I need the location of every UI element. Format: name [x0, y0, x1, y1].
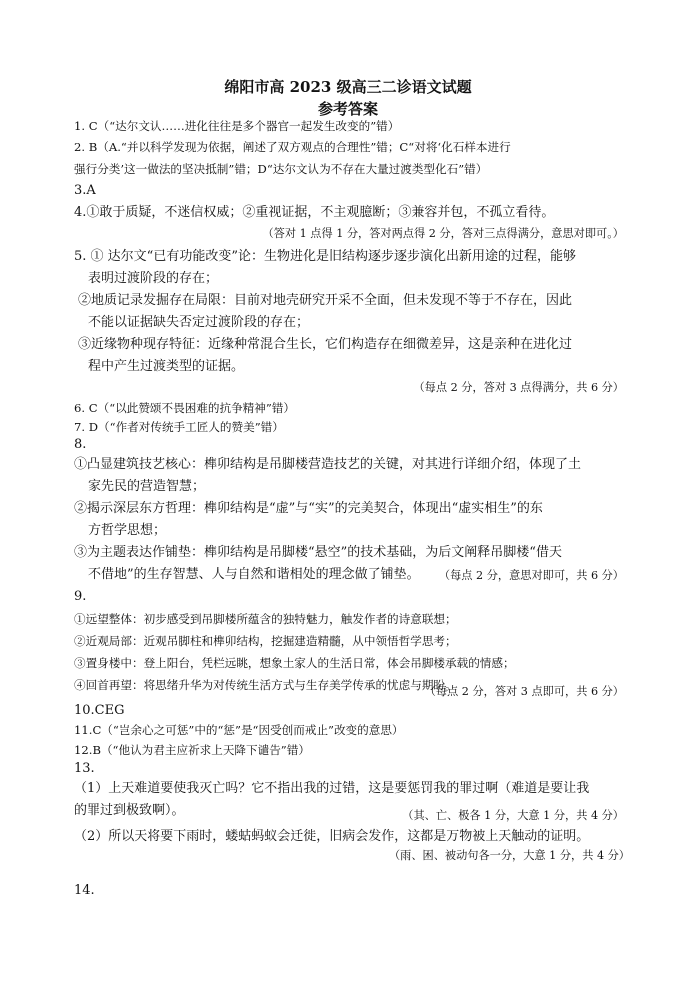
page-subtitle: 参考答案	[317, 100, 378, 118]
answer-2-line-2: 强行分类’这一做法的坚决抵制”错；D“达尔文认为不存在大量过渡类型化石”错）	[74, 162, 488, 176]
answer-8-line-2: 家先民的营造智慧；	[88, 479, 206, 494]
answer-4-scoring: （答对 1 点得 1 分，答对两点得 2 分，答对三点得满分，意思对即可。）	[262, 227, 624, 240]
answer-5-line-2: 表明过渡阶段的存在；	[88, 271, 219, 286]
answer-13-number: 13.	[74, 761, 95, 776]
answer-8-number: 8.	[74, 437, 87, 452]
answer-8-line-6: 不借地”的生存智慧、人与自然和谐相处的理念做了铺垫。	[88, 567, 420, 582]
answer-9-line-4: ④回首再望：将思绪升华为对传统生活方式与生存美学传承的忧虑与期盼。	[74, 678, 457, 692]
answer-7: 7. D（“作者对传统手工匠人的赞美”错）	[74, 420, 284, 434]
answer-8-line-4: 方哲学思想；	[88, 523, 167, 538]
answer-13-1-scoring: （其、亡、极各 1 分，大意 1 分，共 4 分）	[402, 809, 624, 822]
answer-8-scoring: （每点 2 分，意思对即可，共 6 分）	[438, 569, 624, 582]
answer-4: 4.①敢于质疑，不迷信权威；②重视证据，不主观臆断；③兼容并包，不孤立看待。	[74, 205, 555, 220]
answer-1: 1. C（“达尔文认……进化往往是多个器官一起发生改变的”错）	[74, 119, 400, 133]
answer-9-scoring: （每点 2 分，答对 3 点即可，共 6 分）	[424, 685, 624, 698]
answer-9-line-2: ②近观局部：近观吊脚柱和榫卯结构，挖掘建造精髓，从中领悟哲学思考；	[74, 634, 457, 648]
answer-9-line-3: ③置身楼中：登上阳台，凭栏远眺，想象土家人的生活日常，体会吊脚楼承载的情感；	[74, 656, 515, 670]
answer-14-number: 14.	[74, 883, 95, 898]
answer-12: 12.B（“他认为君主应祈求上天降下谴告”错）	[74, 743, 310, 757]
answer-8-line-3: ②揭示深层东方哲理：榫卯结构是“虚”与“实”的完美契合，体现出“虚实相生”的东	[74, 501, 543, 516]
answer-10: 10.CEG	[74, 703, 125, 718]
answer-2-line-1: 2. B（A.“并以科学发现为依据，阐述了双方观点的合理性”错；C“对将‘化石样本进行	[74, 140, 511, 154]
answer-6: 6. C（“以此赞颂不畏困难的抗争精神”错）	[74, 401, 295, 415]
answer-5-scoring: （每点 2 分，答对 3 点得满分，共 6 分）	[413, 381, 624, 394]
answer-5-line-5: ③近缘物种现存特征：近缘种常混合生长，它们构造存在细微差异，这是亲种在进化过	[78, 337, 573, 352]
answer-13-1-line-2: 的罪过到极致啊）。	[74, 803, 185, 818]
answer-5-line-1: 5. ① 达尔文“已有功能改变”论：生物进化是旧结构逐步逐步演化出新用途的过程，能够	[74, 249, 576, 264]
page-title: 绵阳市高 2023 级高三二诊语文试题	[224, 78, 472, 96]
answer-8-line-5: ③为主题表达作铺垫：榫卯结构是吊脚楼“悬空”的技术基础，为后文阐释吊脚楼“借天	[74, 545, 562, 560]
answer-13-2-scoring: （雨、困、被动句各一分，大意 1 分，共 4 分）	[388, 849, 630, 862]
answer-11: 11.C（“岂余心之可惩”中的“惩”是“因受创而戒止”改变的意思）	[74, 723, 404, 737]
answer-3: 3.A	[74, 183, 96, 198]
answer-13-2: （2）所以天将要下雨时，蝼蛄蚂蚁会迁徙，旧病会发作，这都是万物被上天触动的证明。	[74, 829, 590, 844]
answer-5-line-6: 程中产生过渡类型的证据。	[88, 359, 245, 374]
answer-5-line-3: ②地质记录发掘存在局限：目前对地壳研究开采不全面，但未发现不等于不存在，因此	[78, 293, 573, 308]
answer-5-line-4: 不能以证据缺失否定过渡阶段的存在；	[88, 315, 310, 330]
answer-9-number: 9.	[74, 589, 87, 604]
answer-8-line-1: ①凸显建筑技艺核心：榫卯结构是吊脚楼营造技艺的关键，对其进行详细介绍，体现了土	[74, 457, 582, 472]
answer-13-1-line-1: （1）上天难道要使我灭亡吗？它不指出我的过错，这是要惩罚我的罪过啊（难道是要让我	[74, 781, 590, 796]
answer-9-line-1: ①远望整体：初步感受到吊脚楼所蕴含的独特魅力，触发作者的诗意联想；	[74, 612, 457, 626]
